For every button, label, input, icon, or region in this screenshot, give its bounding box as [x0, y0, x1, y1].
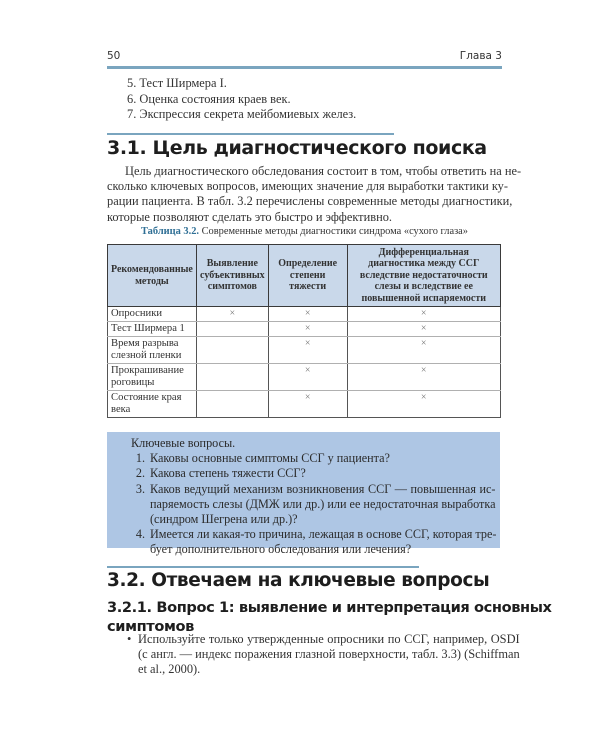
method-cell: Прокрашивание роговицы [108, 364, 197, 391]
header-rule [107, 66, 502, 69]
subsection-title-line: симптомов [107, 618, 194, 635]
table-row [108, 391, 501, 418]
method-cell: Время разрыва слезной пленки [108, 337, 197, 364]
column-header: Дифференциальная диагностика между ССГ вследствие недостаточности слезы и вследствие ее повышенной испаряемости [347, 245, 501, 307]
mark-cell: × [268, 307, 347, 322]
mark-cell: × [268, 337, 347, 364]
mark-cell: × [347, 337, 501, 364]
paragraph-line: которые позволяют сделать это быстро и эффективно. [107, 209, 393, 224]
key-questions-title: Ключевые вопросы. [131, 436, 236, 450]
question-line: бует дополнительного обследования или лечения? [150, 542, 412, 557]
bullet-line: (с англ. — индекс поражения глазной поверхности, табл. 3.3) (Schiffman [138, 647, 520, 662]
method-cell: Опросники [108, 307, 197, 322]
list-item: 5. Тест Ширмера I. [127, 76, 227, 90]
bullet-line: et al., 2000). [138, 662, 201, 677]
list-item: 6. Оценка состояния краев век. [127, 91, 291, 106]
column-header: Выявление субъективных симптомов [196, 245, 268, 307]
mark-cell: × [268, 322, 347, 337]
mark-cell: × [347, 322, 501, 337]
bullet-item [127, 632, 520, 678]
question-item [131, 481, 496, 528]
question-item [131, 451, 488, 466]
mark-cell: × [268, 391, 347, 418]
method-cell: Тест Ширмера 1 [108, 322, 197, 337]
question-number: 4. [135, 527, 145, 542]
subsection-title-3-2-1 [107, 598, 552, 636]
table-header-row [108, 245, 501, 307]
column-header: Рекомендованные методы [108, 245, 197, 307]
chapter-label: Глава 3 [459, 50, 502, 62]
table-caption [107, 226, 502, 237]
mark-cell: × [347, 307, 501, 322]
table-row [108, 322, 501, 337]
column-header: Определение степени тяжести [268, 245, 347, 307]
section-title-3-1: 3.1. Цель диагностического поиска [107, 137, 487, 159]
paragraph-line: рации пациента. В табл. 3.2 перечислены современные методы диагностики, [107, 194, 513, 209]
page-number: 50 [107, 50, 121, 62]
mark-cell: × [268, 364, 347, 391]
question-line: Какова степень тяжести ССГ? [150, 466, 306, 481]
question-line: Каков ведущий механизм возникновения ССГ — повышенная ис- [150, 481, 496, 496]
mark-cell [196, 337, 268, 364]
table-row [108, 307, 501, 322]
subsection-title-line: 3.2.1. Вопрос 1: выявление и интерпретация основных [107, 599, 552, 616]
question-item [131, 527, 497, 557]
table-row [108, 364, 501, 391]
methods-table [107, 244, 501, 418]
list-item: 7. Экспрессия секрета мейбомиевых желез. [127, 107, 357, 122]
paragraph-line: Цель диагностического обследования состоит в том, чтобы ответить на не- [125, 164, 522, 178]
section-rule [107, 133, 394, 135]
mark-cell [196, 364, 268, 391]
table-row [108, 337, 501, 364]
section-rule [107, 566, 419, 568]
intro-list [127, 76, 356, 123]
table-caption-label: Таблица 3.2. [141, 226, 200, 237]
key-questions-box [107, 432, 500, 557]
section-title-3-2: 3.2. Отвечаем на ключевые вопросы [107, 570, 490, 591]
mark-cell [196, 391, 268, 418]
question-line: Имеется ли какая-то причина, лежащая в основе ССГ, которая тре- [150, 527, 497, 542]
question-line: (синдром Шегрена или др.)? [150, 512, 298, 527]
mark-cell: × [196, 307, 268, 322]
paragraph-line: сколько ключевых вопросов, имеющих значение для выработки тактики ку- [107, 179, 509, 194]
question-number: 3. [135, 481, 145, 496]
mark-cell: × [347, 391, 501, 418]
table-caption-text: Современные методы диагностики синдрома «сухого глаза» [199, 226, 468, 237]
method-cell: Состояние края века [108, 391, 197, 418]
running-head [107, 50, 502, 66]
question-number: 2. [135, 466, 145, 481]
mark-cell [196, 322, 268, 337]
question-line: Каковы основные симптомы ССГ у пациента? [150, 451, 390, 466]
bullet-line: Используйте только утвержденные опросники по ССГ, например, OSDI [138, 632, 520, 646]
question-number: 1. [135, 451, 145, 466]
question-item [131, 466, 488, 481]
question-line: паряемость слезы (ДМЖ или др.) или ее недостаточная выработка [150, 496, 496, 511]
section-3-1-paragraph [107, 164, 522, 225]
mark-cell: × [347, 364, 501, 391]
bullet-icon: • [127, 632, 132, 646]
